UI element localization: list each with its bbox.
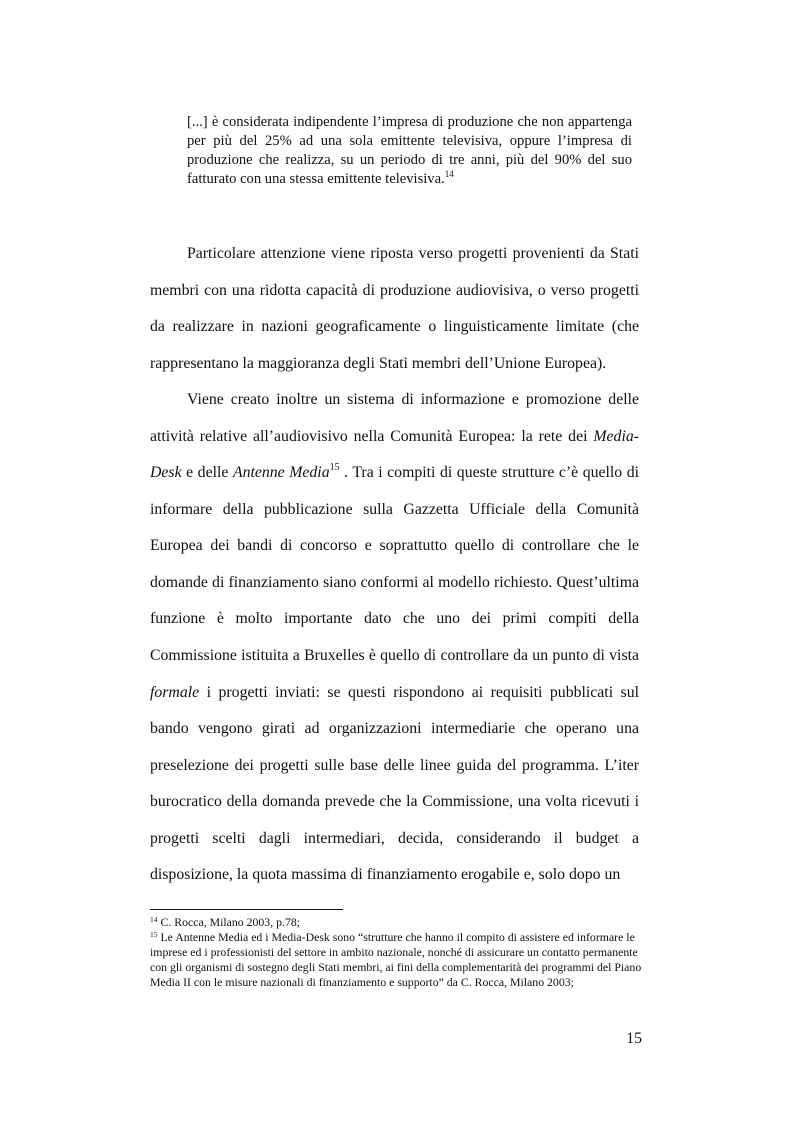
footnote-14 [150, 915, 642, 930]
formale-term: formale [150, 683, 200, 701]
paragraph-2 [150, 382, 639, 894]
footnote-15 [150, 930, 642, 990]
footnotes [150, 915, 642, 990]
paragraph-2-part-a: Viene creato inoltre un sistema di informazione e promozione delle attività relative all’audiovisivo nella Comunità Europea: la rete dei [150, 391, 639, 445]
footnote-15-text: Le Antenne Media ed i Media-Desk sono “strutture che hanno il compito di assistere ed informare le imprese ed i professionisti del settore in ambito nazionale, nonché di assicurare un contatto permanente con gli organismi di sostegno degli Stati membri, ai fini della complementarità dei programmi del Piano Media II con le misure nazionali di finanziamento e supporto” da C. Rocca, Milano 2003; [150, 929, 642, 989]
quote-text: [...] è considerata indipendente l’impresa di produzione che non appartenga per più del 25% ad una sola emittente televisiva, oppure l’impresa di produzione che realizza, su un periodo di tre anni, più del 90% del suo fatturato con una stessa emittente televisiva. [187, 114, 632, 187]
paragraph-1: Particolare attenzione viene riposta verso progetti provenienti da Stati membri con una ridotta capacità di produzione audiovisiva, o verso progetti da realizzare in nazioni geograficamente o linguisticamente limitate (che rappresentano la maggioranza degli Stati membri dell’Unione Europea). [150, 245, 639, 372]
main-text [150, 236, 639, 894]
footnote-ref-14[interactable]: 14 [444, 169, 454, 179]
media-desk-term: Media-Desk [150, 427, 639, 482]
footnote-divider [150, 909, 343, 910]
footnote-14-number: 14 [150, 915, 158, 924]
paragraph-2-part-b: e delle [181, 464, 233, 482]
footnote-15-number: 15 [150, 929, 158, 939]
paragraph-2-part-d: i progetti inviati: se questi rispondono ai requisiti pubblicati sul bando vengono girati ad organizzazioni intermediarie che operano una preselezione dei progetti sulle base delle linee guida del programma. L’iter burocratico della domanda prevede che la Commissione, una volta ricevuti i progetti scelti dagli intermediari, decida, considerando il budget a disposizione, la quota massima di finanziamento erogabile e, solo dopo un [150, 683, 639, 884]
footnote-ref-15[interactable]: 15 [329, 462, 340, 474]
paragraph-2-part-c: . Tra i compiti di queste strutture c’è quello di informare della pubblicazione sulla Gazzetta Ufficiale della Comunità Europea dei bandi di concorso e soprattutto quello di controllare che le domande di finanziamento siano conformi al modello richiesto. Quest’ultima funzione è molto importante dato che uno dei primi compiti della Commissione istituita a Bruxelles è quello di controllare da un punto di vista [150, 464, 640, 665]
footnote-14-text: C. Rocca, Milano 2003, p.78; [157, 915, 301, 929]
page-number: 15 [626, 1030, 642, 1047]
block-quote [187, 113, 632, 189]
antenne-media-term: Antenne Media [232, 464, 330, 482]
